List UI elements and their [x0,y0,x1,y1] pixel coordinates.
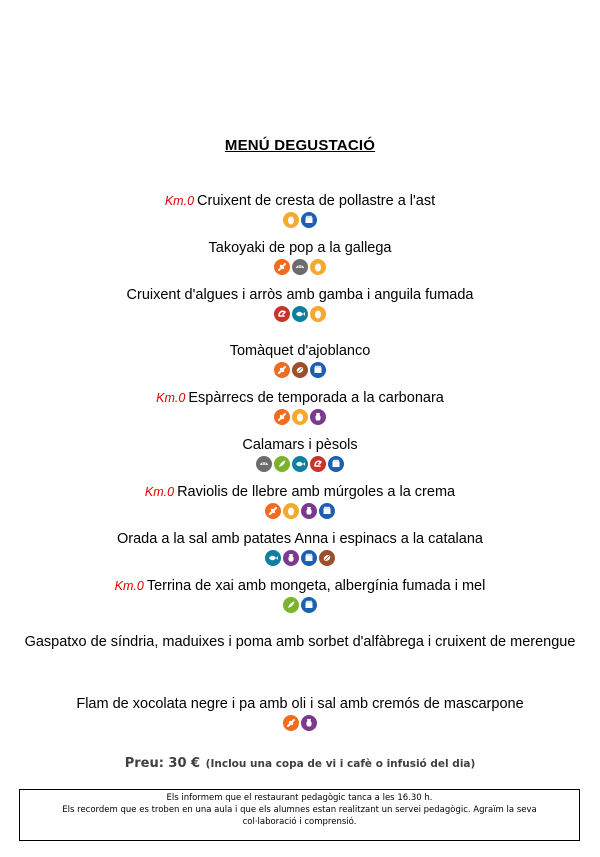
fish-icon [292,456,308,472]
dairy-icon [310,362,326,378]
notice-line: Els informem que el restaurant pedagògic tanca a les 16.30 h. [166,793,433,803]
allergen-icons [0,306,600,326]
dish-name: Cruixent de cresta de pollastre a l'ast [197,193,436,209]
gluten-icon [274,259,290,275]
sulphites-icon [310,409,326,425]
fish-icon [292,306,308,322]
dish-name: Orada a la sal amb patates Anna i espinacs a la catalana [117,531,483,547]
nuts-icon [319,550,335,566]
mollusc-icon [256,456,272,472]
price-note: (Inclou una copa de vi i cafè o infusió del dia) [205,758,476,770]
allergen-icons [0,550,600,570]
gluten-icon [274,409,290,425]
dish-line [0,343,600,360]
km0-label: Km.0 [114,579,144,593]
allergen-icons [0,362,600,382]
gluten-icon [283,715,299,731]
dish-name: Tomàquet d'ajoblanco [229,343,371,359]
km0-label: Km.0 [164,194,195,208]
km0-label: Km.0 [156,391,186,405]
crustacean-icon [310,456,326,472]
dish-item [0,193,600,232]
dish-line [0,390,600,407]
sulphites-icon [301,503,317,519]
dairy-icon [301,212,317,228]
dish-name: Espàrrecs de temporada a la carbonara [188,390,444,406]
price-line [0,752,600,771]
notice-line: col·laboració i comprensió. [242,817,357,827]
gluten-icon [274,362,290,378]
allergen-icons [0,503,600,523]
dish-item [0,343,600,382]
egg-icon [283,503,299,519]
dairy-icon [301,550,317,566]
gluten-icon [265,503,281,519]
dish-name: Cruixent d'algues i arròs amb gamba i anguila fumada [126,287,474,303]
notice-box [19,789,580,841]
egg-icon [292,409,308,425]
dairy-icon [328,456,344,472]
dish-line [0,696,600,713]
price-label: Preu: 30 € [124,756,201,771]
dish-item [0,696,600,735]
dish-name: Takoyaki de pop a la gallega [208,240,392,256]
dish-item [0,484,600,523]
egg-icon [310,259,326,275]
dish-item [0,634,600,651]
menu-title: MENÚ DEGUSTACIÓ [224,137,376,154]
dish-line [0,484,600,501]
dish-line [0,634,600,651]
egg-icon [310,306,326,322]
dish-name: Gaspatxo de síndria, maduixes i poma amb sorbet d'alfàbrega i cruixent de merengue [24,634,576,650]
dish-name: Raviolis de llebre amb múrgoles a la crema [177,484,456,500]
dish-line [0,240,600,257]
dish-name: Calamars i pèsols [242,437,358,453]
allergen-icons [0,409,600,429]
sulphites-icon [283,550,299,566]
allergen-icons [0,715,600,735]
allergen-icons [0,259,600,279]
egg-icon [283,212,299,228]
celery-icon [274,456,290,472]
dish-line [0,193,600,210]
dish-line [0,287,600,304]
fish-icon [265,550,281,566]
dish-name: Flam de xocolata negre i pa amb oli i sal amb cremós de mascarpone [76,696,524,712]
km0-label: Km.0 [144,485,175,499]
mollusc-icon [292,259,308,275]
sulphites-icon [301,715,317,731]
nuts-icon [292,362,308,378]
dish-item [0,578,600,617]
dish-item [0,437,600,476]
dairy-icon [301,597,317,613]
dish-line [0,531,600,548]
crustacean-icon [274,306,290,322]
allergen-icons [0,456,600,476]
dish-item [0,390,600,429]
dish-item [0,287,600,326]
notice-line: Els recordem que es troben en una aula i que els alumnes estan realitzant un servei pedagògic. Agraïm la seva [62,805,537,815]
dish-item [0,240,600,279]
dish-line [0,578,600,595]
allergen-icons [0,597,600,617]
allergen-icons [0,212,600,232]
dairy-icon [319,503,335,519]
celery-icon [283,597,299,613]
dish-line [0,437,600,454]
dish-item [0,531,600,570]
dish-name: Terrina de xai amb mongeta, albergínia fumada i mel [146,578,486,594]
